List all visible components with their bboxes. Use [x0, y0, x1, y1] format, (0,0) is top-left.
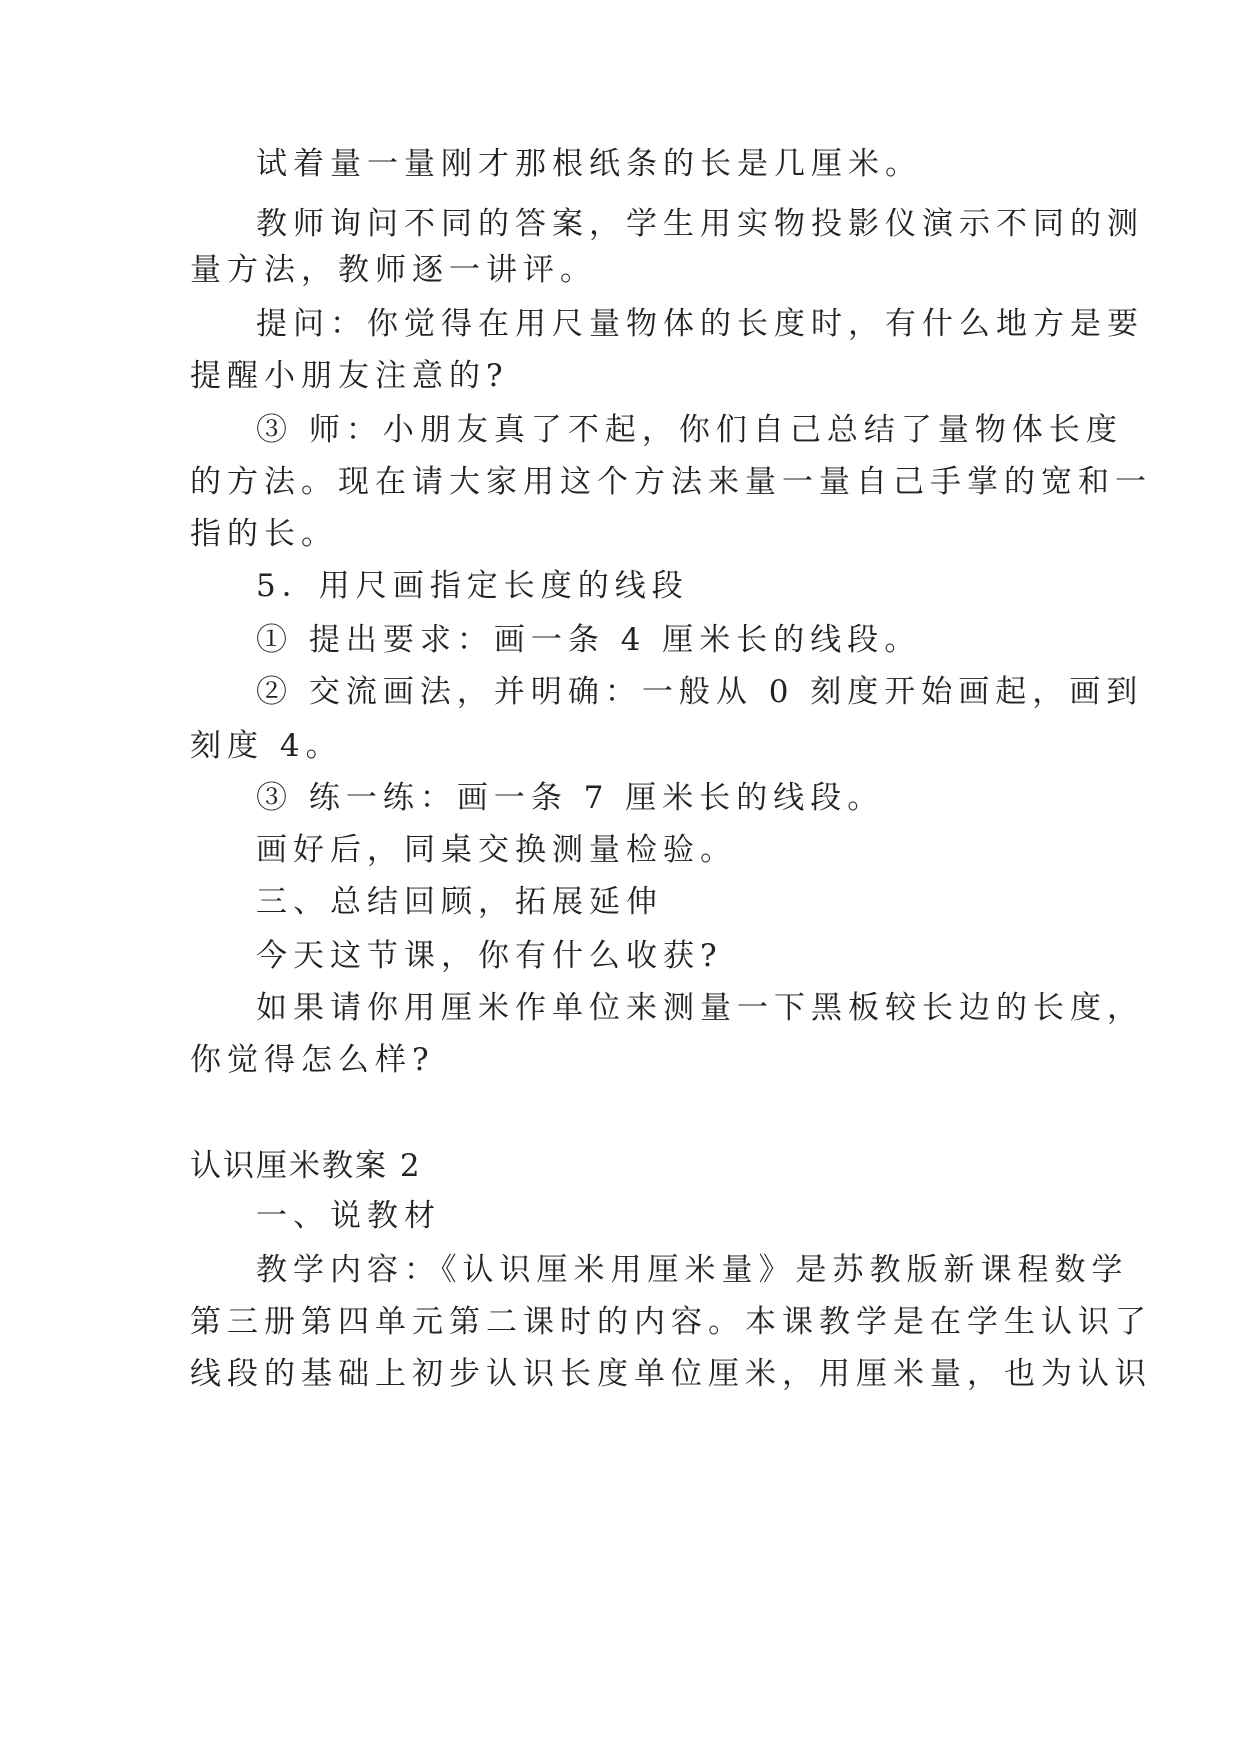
- paragraph-line: ① 提出要求：画一条 4 厘米长的线段。: [256, 622, 922, 658]
- paragraph-line: 刻度 4。: [190, 728, 343, 764]
- paragraph-line: 第三册第四单元第二课时的内容。本课教学是在学生认识了: [190, 1304, 1152, 1340]
- paragraph-line: ③ 师：小朋友真了不起，你们自己总结了量物体长度: [256, 412, 1123, 448]
- paragraph-line: 教学内容：《认识厘米用厘米量》是苏教版新课程数学: [256, 1252, 1129, 1288]
- paragraph-line: 线段的基础上初步认识长度单位厘米，用厘米量，也为认识: [190, 1356, 1152, 1392]
- paragraph-line: 量方法，教师逐一讲评。: [190, 252, 597, 288]
- document-title: 认识厘米教案 2: [190, 1148, 422, 1184]
- paragraph-line: 试着量一量刚才那根纸条的长是几厘米。: [256, 146, 922, 182]
- paragraph-line: 如果请你用厘米作单位来测量一下黑板较长边的长度，: [256, 990, 1144, 1026]
- paragraph-line: 画好后，同桌交换测量检验。: [256, 832, 737, 868]
- paragraph-line: 提醒小朋友注意的?: [190, 358, 509, 394]
- paragraph-line: 你觉得怎么样?: [190, 1042, 435, 1078]
- section-heading: 三、总结回顾，拓展延伸: [256, 884, 663, 920]
- paragraph-line: ② 交流画法，并明确：一般从 0 刻度开始画起，画到: [256, 674, 1144, 710]
- paragraph-line: 提问：你觉得在用尺量物体的长度时，有什么地方是要: [256, 306, 1144, 342]
- paragraph-line: 教师询问不同的答案，学生用实物投影仪演示不同的测: [256, 206, 1144, 242]
- section-heading: 5．用尺画指定长度的线段: [256, 568, 689, 604]
- section-heading: 一、说教材: [256, 1198, 441, 1234]
- paragraph-line: 的方法。现在请大家用这个方法来量一量自己手掌的宽和一: [190, 464, 1152, 500]
- paragraph-line: ③ 练一练：画一条 7 厘米长的线段。: [256, 780, 885, 816]
- paragraph-line: 今天这节课，你有什么收获?: [256, 938, 723, 974]
- paragraph-line: 指的长。: [190, 516, 338, 552]
